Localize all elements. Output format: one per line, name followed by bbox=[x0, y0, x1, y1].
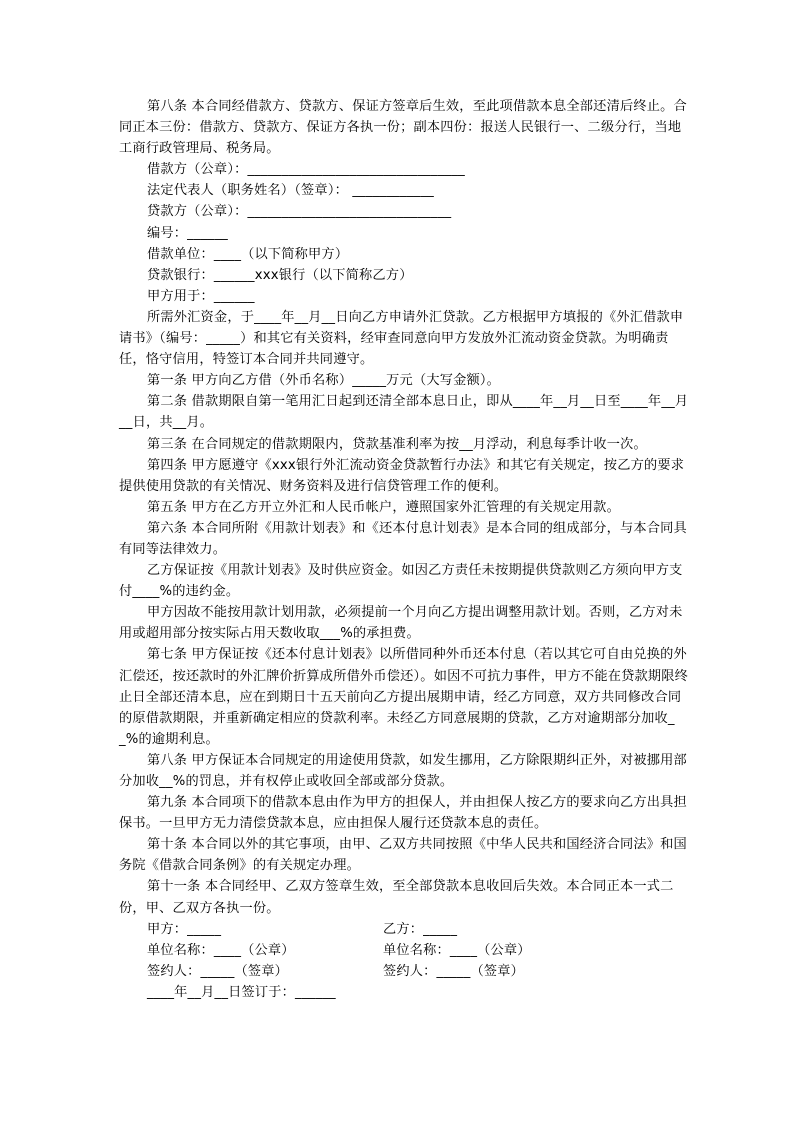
clause-6-party-b-guarantee: 乙方保证按《用款计划表》及时供应资金。如因乙方责任未按期提供贷款则乙方须向甲方支付____%的违约金。 bbox=[119, 563, 683, 600]
clause-11: 第十一条 本合同经甲、乙双方签章生效，至全部贷款本息收回后失效。本合同正本一式二份，甲、乙双方各执一份。 bbox=[119, 879, 674, 916]
legal-representative-line: 法定代表人（职务姓名）（签章）： ____________ bbox=[147, 183, 434, 199]
contract-number-line: 编号：______ bbox=[147, 225, 228, 241]
party-a-label: 甲方：_____ bbox=[147, 921, 222, 937]
clause-5: 第五条 甲方在乙方开立外汇和人民币帐户，遵照国家外汇管理的有关规定用款。 bbox=[147, 499, 620, 515]
borrower-seal-line: 借款方（公章）：________________________________ bbox=[147, 162, 465, 178]
preamble-paragraph: 所需外汇资金，于____年__月__日向乙方申请外汇贷款。乙方根据甲方填报的《外汇借款申请书》（编号：_____）和其它有关资料，经审查同意向甲方发放外汇流动资金贷款。为明确责任，恪守信用，特签订本合同并共同遵守。 bbox=[119, 309, 684, 368]
clause-2: 第二条 借款期限自第一笔用汇日起到还清全部本息日止，即从____年__月__日至____年__月__日，共__月。 bbox=[119, 394, 689, 431]
signature-row-unit-name bbox=[119, 940, 689, 961]
party-a-purpose-line: 甲方用于：______ bbox=[147, 288, 255, 304]
party-b-signatory: 签约人：_____（签章） bbox=[383, 963, 525, 979]
clause-6: 第六条 本合同所附《用款计划表》和《还本付息计划表》是本合同的组成部分，与本合同具有同等法律效力。 bbox=[119, 520, 687, 557]
clause-10: 第十条 本合同以外的其它事项，由甲、乙双方共同按照《中华人民共和国经济合同法》和国务院《借款合同条例》的有关规定办理。 bbox=[119, 837, 687, 874]
party-b-label: 乙方：_____ bbox=[383, 921, 458, 937]
lending-bank-line: 贷款银行：______xxx银行（以下简称乙方） bbox=[147, 267, 413, 283]
clause-4: 第四条 甲方愿遵守《xxx银行外汇流动资金贷款暂行办法》和其它有关规定，按乙方的要求提供使用贷款的有关情况、财务资料及进行信贷管理工作的便利。 bbox=[119, 457, 685, 494]
clause-7: 第七条 甲方保证按《还本付息计划表》以所借同种外币还本付息（若以其它可自由兑换的外汇偿还，按还款时的外汇牌价折算成所借外币偿还）。如因不可抗力事件，甲方不能在贷款期限终止日全部还清本息，应在到期日十五天前向乙方提出展期申请，经乙方同意，双方共同修改合同的原借款期限，并重新确定相应的贷款利率。未经乙方同意展期的贷款，乙方对逾期部分加收__%的逾期利息。 bbox=[119, 647, 689, 747]
clause-1: 第一条 甲方向乙方借（外币名称）_____万元（大写金额）。 bbox=[147, 373, 501, 389]
signature-row-signatory bbox=[119, 961, 689, 982]
lender-seal-line: 贷款方（公章）：______________________________ bbox=[147, 204, 452, 220]
party-a-signatory: 签约人：_____（签章） bbox=[147, 963, 289, 979]
clause-6-commitment-fee: 甲方因故不能按用款计划用款，必须提前一个月向乙方提出调整用款计划。否则，乙方对未用或超用部分按实际占用天数收取___%的承担费。 bbox=[119, 605, 683, 642]
clause-9: 第九条 本合同项下的借款本息由作为甲方的担保人，并由担保人按乙方的要求向乙方出具担保书。一旦甲方无力清偿贷款本息，应由担保人履行还贷款本息的责任。 bbox=[119, 795, 687, 832]
borrowing-unit-line: 借款单位：____（以下简称甲方） bbox=[147, 246, 349, 262]
clause-3: 第三条 在合同规定的借款期限内，贷款基准利率为按__月浮动，利息每季计收一次。 bbox=[147, 436, 647, 452]
clause-8-effective: 第八条 本合同经借款方、贷款方、保证方签章后生效，至此项借款本息全部还清后终止。合同正本三份：借款方、贷款方、保证方各执一份；副本四份：报送人民银行一、二级分行，当地工商行政管理局、税务局。 bbox=[119, 99, 687, 157]
clause-8-usage: 第八条 甲方保证本合同规定的用途使用贷款，如发生挪用，乙方除限期纠正外，对被挪用部分加收__%的罚息，并有权停止或收回全部或部分贷款。 bbox=[119, 752, 687, 789]
party-a-unit-name: 单位名称：____（公章） bbox=[147, 942, 295, 958]
contract-body bbox=[119, 96, 689, 1003]
signature-row-party bbox=[119, 919, 689, 940]
party-b-unit-name: 单位名称：____（公章） bbox=[383, 942, 531, 958]
signing-date-place: ____年__月__日签订于：______ bbox=[147, 984, 336, 1000]
